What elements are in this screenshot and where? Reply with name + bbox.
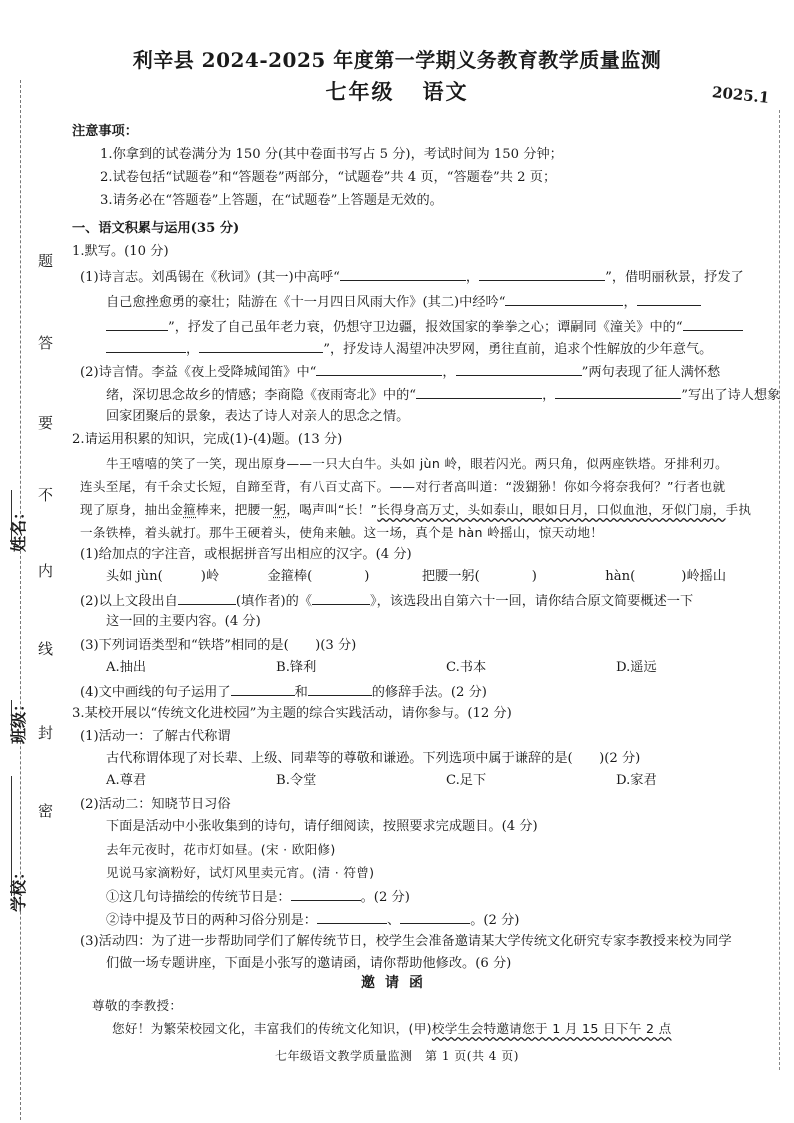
text: 和 [294,685,308,700]
text: ，抒发了自己虽年老力衰，仍想守卫边疆，报效国家的拳拳之心；谭嗣同《潼关》中的“ [174,320,683,335]
notice-heading: 注意事项： [72,124,138,139]
seal-char: 封 [38,724,54,742]
text: 自己愈挫愈勇的豪壮；陆游在《十一月四日风雨大作》(其二)中经吟“ [106,295,506,310]
answer-blank[interactable] [178,590,236,605]
text: ，喝声叫“长！” [286,502,378,517]
answer-blank[interactable] [479,266,605,281]
grade-label: 七年级 [325,79,395,104]
sub-question-cont: 这一回的主要内容。(4 分) [106,614,261,629]
dotted-char: 躬 [273,502,287,517]
activity-heading: (3)活动四：为了进一步帮助同学们了解传统节日，校学生会准备邀请某大学传统文化研究专家李教授来校为同学 [80,934,732,949]
q1-p1-line3: ”，抒发了自己虽年老力衰，仍想守卫边疆，报效国家的拳拳之心；谭嗣同《潼关》中的“ [106,316,794,338]
text: ) [364,569,370,584]
text: )岭 [200,569,220,584]
class-label: 班级： [9,695,28,744]
answer-blank[interactable] [312,590,370,605]
text: (1)诗言志。刘禹锡在《秋词》(其一)中高呼“ [80,270,340,285]
option-c[interactable]: C.足下 [446,773,487,788]
answer-blank[interactable] [231,681,295,696]
passage-line [80,500,770,520]
text: 、 [387,913,401,928]
option-d[interactable]: D.家君 [616,773,657,788]
sub-question [80,590,770,612]
answer-blank[interactable] [106,338,186,353]
activity-text: 们做一场专题讲座，下面是小张写的邀请函，请你帮助他修改。(6 分) [106,956,512,971]
answer-blank[interactable] [340,266,466,281]
notice-item: 1.你拿到的试卷满分为 150 分(其中卷面书写占 5 分)，考试时间为 150 分钟； [100,147,563,162]
activity-text: 古代称谓体现了对长辈、上级、同辈等的尊敬和谦逊。下列选项中属于谦辞的是( )(2 分) [106,751,641,766]
text: 》，该选段出自第六十一回，请你结合原文简要概述一下 [370,594,694,609]
text: ②诗中提及节日的两种习俗分别是： [106,913,317,928]
seal-char: 要 [38,414,54,432]
answer-blank[interactable] [291,886,361,901]
q1-p1-line4: ， ”，抒发诗人渴望冲决罗网，勇往直前，追求个性解放的少年意气。 [106,338,794,360]
poem-line: 去年元夜时，花市灯如昼。(宋 · 欧阳修) [106,842,336,857]
answer-blank[interactable] [308,681,372,696]
answer-blank[interactable] [199,338,323,353]
text: 。(2 分) [360,890,410,905]
options-row [106,658,794,678]
text: ) [531,569,537,584]
answer-blank[interactable] [456,361,582,376]
text: ，借明丽秋景，抒发了 [611,270,744,285]
passage-line: 一条铁棒，着头就打。那牛王硬着头，使角来触。这一场，真个是 hàn 岭摇山，惊天动地！ [80,525,604,540]
exam-date: 2025.1 [711,83,771,107]
notice-item: 2.试卷包括“试题卷”和“答题卷”两部分，“试题卷”共 4 页，“答题卷”共 2 页； [100,170,557,185]
text: 头如 jùn( [106,569,163,584]
seal-char: 线 [38,640,54,658]
seal-char: 答 [38,334,54,352]
question-stem: 2.请运用积累的知识，完成(1)-(4)题。(13 分) [72,432,343,447]
q1-p2-line1: (2)诗言情。李益《夜上受降城闻笛》中“ ， ”两句表现了征人满怀愁 [80,361,770,383]
activity-heading: (1)活动一：了解古代称谓 [80,729,231,744]
name-field-line [11,490,12,544]
question-stem: 1.默写。(10 分) [72,244,169,259]
option-b[interactable]: B.令堂 [276,773,317,788]
exam-subtitle [0,76,794,106]
text: (填作者)的《 [235,594,313,609]
underlined-sentence: 校学生会特邀请您于 1 月 15 日下午 2 点 [431,1021,672,1036]
sub-question [106,909,794,931]
notice-item: 3.请务必在“答题卷”上答题，在“试题卷”上答题是无效的。 [100,193,443,208]
option-a[interactable]: A.尊君 [106,773,147,788]
text: 现了原身，抽出金 [80,502,184,517]
option-a[interactable]: A.抽出 [106,660,147,675]
class-field-line [11,700,12,730]
answer-blank[interactable] [317,909,387,924]
answer-blank[interactable] [316,361,442,376]
answer-blank[interactable] [400,909,470,924]
passage-line: 连头至尾，有千余丈长短，自蹄至背，有八百丈高下。——对行者高叫道：“泼猢狲！你如今将奈我何？”行者也就 [80,479,726,494]
seal-char: 密 [38,802,54,820]
text: 绪，深切思念故乡的情感；李商隐《夜雨寄北》中的“ [106,388,417,403]
invitation-salutation: 尊敬的李教授： [92,998,183,1013]
sub-question: (3)下列词语类型和“铁塔”相同的是( )(3 分) [80,638,357,653]
q1-p1-line1: (1)诗言志。刘禹锡在《秋词》(其一)中高呼“ ， ”，借明丽秋景，抒发了 [80,266,770,288]
subject-label: 语文 [422,79,469,104]
name-label: 姓名： [9,503,28,552]
school-label: 学校： [9,863,28,912]
page-footer: 七年级语文教学质量监测 第 1 页(共 4 页) [275,1049,519,1063]
passage-line: 牛王嘻嘻的笑了一笑，现出原身——一只大白牛。头如 jùn 岭，眼若闪光。两只角，似两座铁塔。牙排利刃。 [106,456,729,471]
seal-char: 不 [38,486,54,504]
text: ”两句表现了征人满怀愁 [581,365,721,380]
text: 把腰一躬( [421,569,480,584]
activity-heading: (2)活动二：知晓节日习俗 [80,797,231,812]
q1-p1-line2: 自己愈挫愈勇的豪壮；陆游在《十一月四日风雨大作》(其二)中经吟“ ， [106,291,794,313]
text: ”写出了诗人想象 [681,388,781,403]
text: ①这几句诗描绘的传统节日是： [106,890,291,905]
sub-question: (1)给加点的字注音，或根据拼音写出相应的汉字。(4 分) [80,547,412,562]
answer-blank[interactable] [106,316,168,331]
text: 。(2 分) [470,913,520,928]
section-heading: 一、语文积累与运用(35 分) [72,221,240,236]
text: hàn( [605,569,636,584]
underlined-sentence: 长得身高万丈，头如泰山，眼如日月，口似血池，牙似门扇， [377,502,726,517]
option-b[interactable]: B.锋利 [276,660,317,675]
options-row [106,771,794,791]
text: ，抒发诗人渴望冲决罗网，勇往直前，追求个性解放的少年意气。 [329,342,713,357]
answer-blank[interactable] [505,291,623,306]
text: (2)以上文段出自 [80,594,178,609]
seal-char: 题 [38,252,54,270]
answer-blank[interactable] [416,384,542,399]
sub-question [80,681,770,703]
option-d[interactable]: D.遥远 [616,660,657,675]
answer-blank[interactable] [555,384,681,399]
text: 金箍棒( [267,569,313,584]
invitation-body [112,1019,794,1039]
sub-question [106,886,794,908]
school-field-line [11,776,12,896]
text: 的修辞手法。(2 分) [371,685,487,700]
text: 棒来，把腰一 [196,502,274,517]
poem-line: 见说马家滴粉好，试灯风里卖元宵。(清 · 符曾) [106,865,375,880]
pinyin-items [106,567,794,587]
invitation-title: 邀请函 [361,975,433,991]
q1-p2-line3: 回家团聚后的景象，表达了诗人对亲人的思念之情。 [106,409,410,424]
text: 您好！为繁荣校园文化，丰富我们的传统文化知识，(甲) [112,1021,432,1036]
answer-blank[interactable] [683,316,743,331]
exam-title: 利辛县 2024-2025 年度第一学期义务教育教学质量监测 [132,48,662,72]
dotted-char: 箍 [183,502,197,517]
text: 手执 [725,502,752,517]
text: (2)诗言情。李益《夜上受降城闻笛》中“ [80,365,317,380]
activity-text: 下面是活动中小张收集到的诗句，请仔细阅读，按照要求完成题目。(4 分) [106,819,538,834]
question-stem: 3.某校开展以“传统文化进校园”为主题的综合实践活动，请你参与。(12 分) [72,706,512,721]
text: (4)文中画线的句子运用了 [80,685,231,700]
text: )岭摇山 [681,569,727,584]
answer-blank[interactable] [637,291,701,306]
option-c[interactable]: C.书本 [446,660,487,675]
binding-dashed-line [20,80,21,1120]
seal-char: 内 [38,562,54,580]
q1-p2-line2: 绪，深切思念故乡的情感；李商隐《夜雨寄北》中的“ ， ”写出了诗人想象 [106,384,794,406]
